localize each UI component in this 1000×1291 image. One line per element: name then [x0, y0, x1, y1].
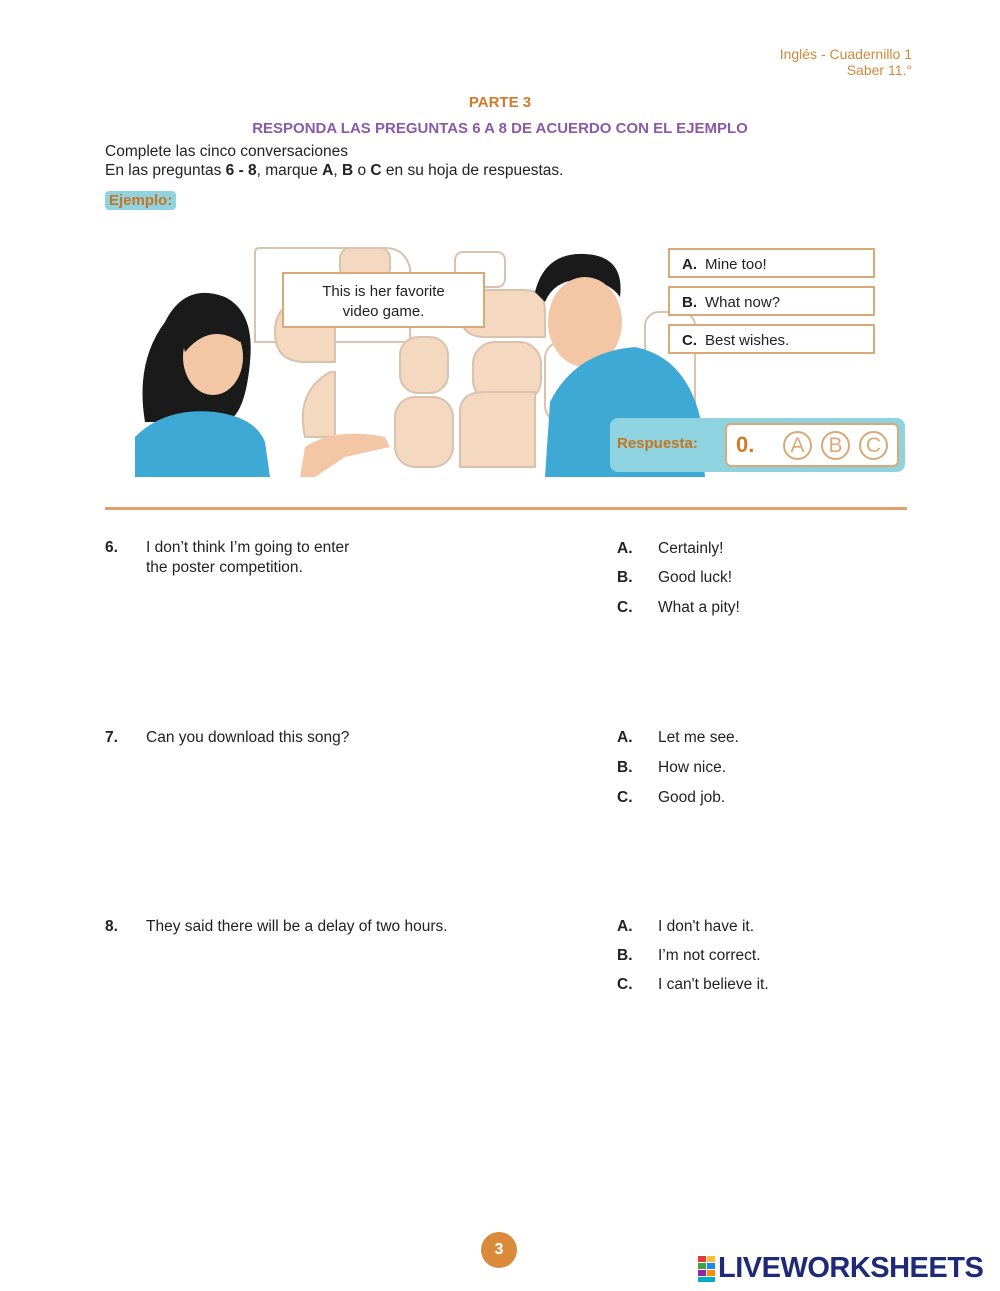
instruction-sep: o — [353, 162, 371, 179]
instruction-text: , marque — [256, 162, 323, 179]
question-7-option-b-letter[interactable]: B. — [617, 759, 633, 776]
question-7-text — [146, 728, 506, 748]
header-subject: Inglés - Cuadernillo 1 — [779, 46, 912, 62]
question-line: I don’t think I’m going to enter — [146, 539, 350, 556]
example-option-b — [668, 286, 875, 316]
instruction-sep: , — [333, 162, 342, 179]
option-text: Best wishes. — [705, 332, 790, 349]
option-letter: A. — [682, 256, 697, 273]
example-speech-bubble — [282, 272, 485, 328]
question-8-option-b-text[interactable]: I’m not correct. — [658, 947, 761, 964]
instruction-line-2 — [105, 162, 563, 180]
answer-number: 0. — [736, 432, 755, 457]
question-7-option-c-text[interactable]: Good job. — [658, 789, 726, 806]
answer-circle-a[interactable]: A — [783, 431, 812, 460]
instruction-letter-b: B — [341, 162, 354, 179]
example-option-a — [668, 248, 875, 278]
example-label: Ejemplo: — [105, 191, 176, 210]
instruction-letter-c: C — [370, 162, 382, 179]
question-8-text — [146, 917, 506, 937]
example-option-c — [668, 324, 875, 354]
question-7-number: 7. — [105, 729, 118, 746]
answer-label: Respuesta: — [617, 435, 698, 452]
instruction-line-1: Complete las cinco conversaciones — [105, 143, 348, 160]
question-6-text — [146, 538, 506, 578]
question-line: the poster competition. — [146, 559, 303, 576]
question-8-option-b-letter[interactable]: B. — [617, 947, 633, 964]
instruction-title: RESPONDA LAS PREGUNTAS 6 A 8 DE ACUERDO CON EL EJEMPLO — [252, 120, 748, 137]
example-speech-line-2: video game. — [342, 303, 425, 320]
option-letter: B. — [682, 294, 697, 311]
option-text: Mine too! — [705, 256, 767, 273]
question-8-option-a-letter[interactable]: A. — [617, 918, 633, 935]
header-level: Saber 11.° — [846, 62, 912, 78]
answer-circle-b[interactable]: B — [821, 431, 850, 460]
question-6-option-c-letter[interactable]: C. — [617, 599, 633, 616]
question-8-number: 8. — [105, 918, 118, 935]
question-7-option-a-letter[interactable]: A. — [617, 729, 633, 746]
question-6-option-b-letter[interactable]: B. — [617, 569, 633, 586]
question-6-option-a-text[interactable]: Certainly! — [658, 540, 724, 557]
instruction-text: En las preguntas — [105, 162, 226, 179]
example-speech-line-1: This is her favorite — [322, 283, 445, 300]
question-6-option-b-text[interactable]: Good luck! — [658, 569, 733, 586]
option-letter: C. — [682, 332, 697, 349]
question-7-option-b-text[interactable]: How nice. — [658, 759, 727, 776]
question-7-option-a-text[interactable]: Let me see. — [658, 729, 739, 746]
question-8-option-c-text[interactable]: I can't believe it. — [658, 976, 769, 993]
page-number: 3 — [481, 1232, 517, 1268]
question-6-option-a-letter[interactable]: A. — [617, 540, 633, 557]
question-6-option-c-text[interactable]: What a pity! — [658, 599, 740, 616]
question-8-option-a-text[interactable]: I don't have it. — [658, 918, 755, 935]
instruction-range: 6 - 8 — [225, 162, 257, 179]
instruction-letter-a: A — [322, 162, 334, 179]
question-7-option-c-letter[interactable]: C. — [617, 789, 633, 806]
brand-name[interactable]: LIVEWORKSHEETS — [718, 1252, 984, 1284]
instruction-text: en su hoja de respuestas. — [381, 162, 564, 179]
question-line: Can you download this song? — [146, 729, 350, 746]
option-text: What now? — [705, 294, 781, 311]
question-line: They said there will be a delay of two hours. — [146, 918, 448, 935]
answer-circle-c[interactable]: C — [859, 431, 888, 460]
liveworksheets-logo-icon — [698, 1256, 715, 1282]
question-8-option-c-letter[interactable]: C. — [617, 976, 633, 993]
section-title: PARTE 3 — [468, 94, 532, 111]
section-divider — [105, 507, 907, 510]
question-6-number: 6. — [105, 539, 118, 556]
